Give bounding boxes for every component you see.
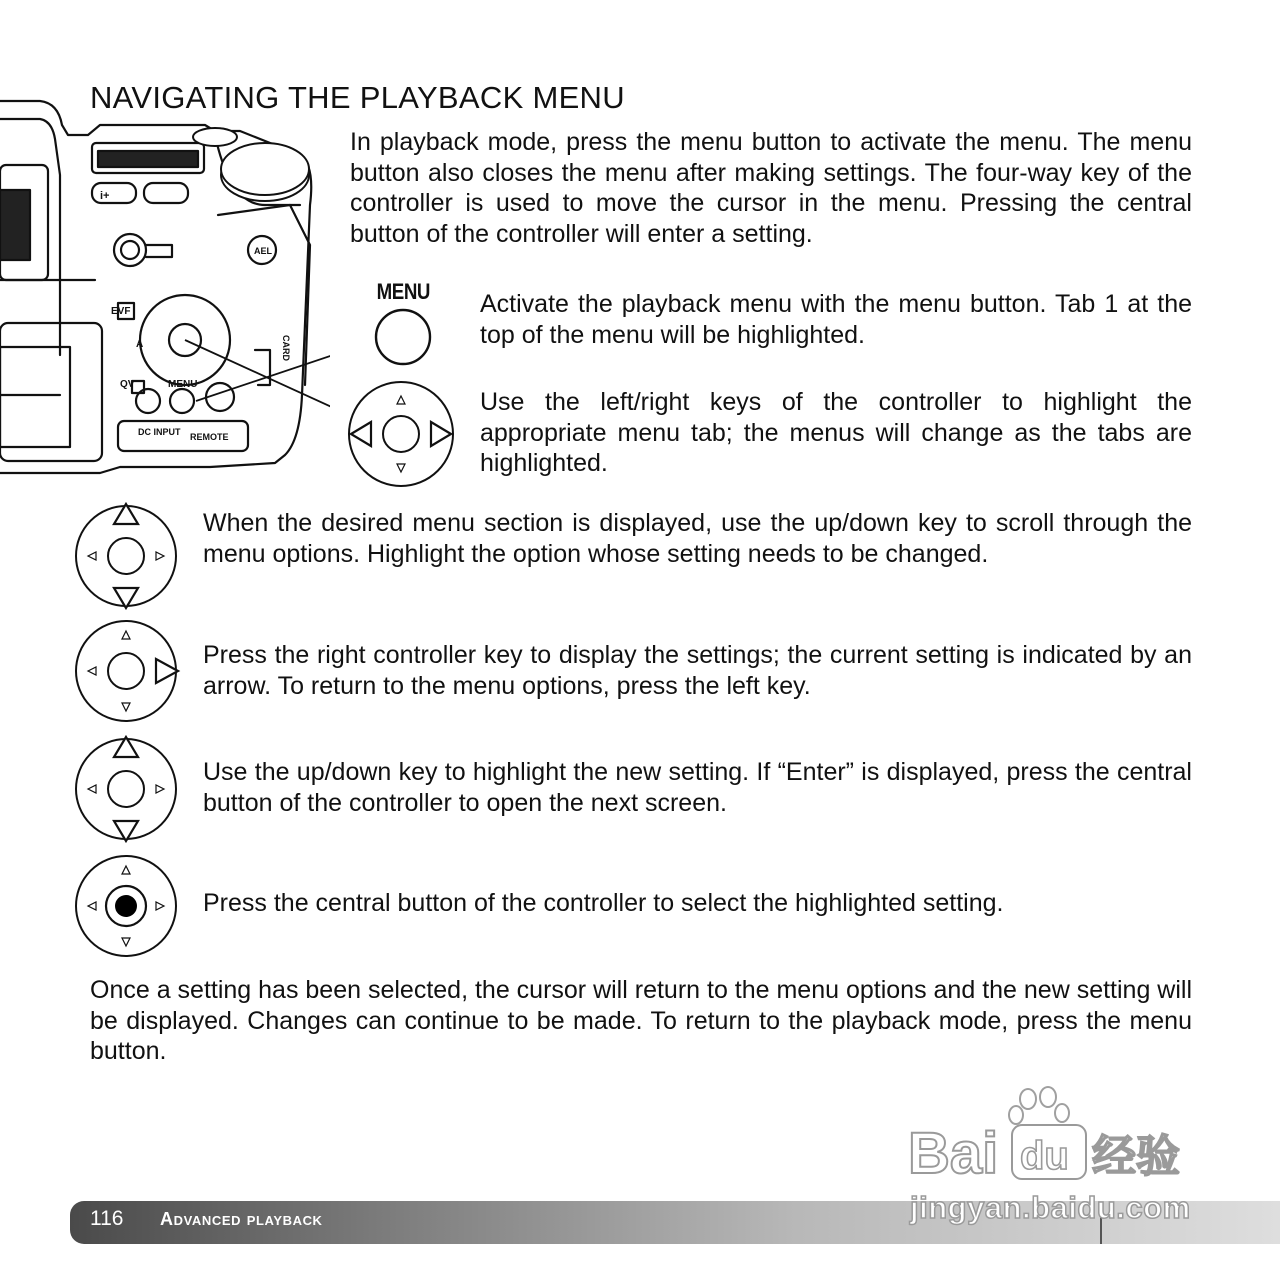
svg-text:DC INPUT: DC INPUT bbox=[138, 427, 181, 437]
step-2-text: Press the right controller key to display the settings; the current setting is indicated by an arrow. To return to the menu options, press the left key. bbox=[203, 641, 1192, 700]
step-4-text: Press the central button of the controller to select the highlighted setting. bbox=[203, 889, 1004, 917]
menu-button-label: MENU bbox=[376, 279, 431, 304]
step-1-text: When the desired menu section is displayed, use the up/down key to scroll through the menu options. Highlight the option whose setting needs to be changed. bbox=[203, 509, 1192, 568]
svg-text:REMOTE: REMOTE bbox=[190, 432, 229, 442]
controller-center-icon bbox=[70, 850, 182, 962]
controller-up-down-icon bbox=[70, 500, 182, 612]
svg-text:AEL: AEL bbox=[254, 246, 272, 256]
section-title: Advanced playback bbox=[160, 1209, 323, 1229]
menu-button-icon bbox=[372, 306, 434, 368]
outro-paragraph: Once a setting has been selected, the cursor will return to the menu options and the new setting will be displayed. Changes can continue to be made. To return to the playback mode, press the menu button. bbox=[90, 976, 1193, 1065]
step-3-text: Use the up/down key to highlight the new setting. If “Enter” is displayed, press the central button of the controller to open the next screen. bbox=[203, 758, 1192, 817]
camera-illustration bbox=[0, 95, 330, 485]
page-number: 116 bbox=[90, 1207, 124, 1230]
svg-text:EVF: EVF bbox=[111, 306, 131, 317]
watermark-url: jingyan.baidu.com bbox=[910, 1190, 1191, 1225]
svg-text:A: A bbox=[136, 339, 144, 350]
controller-right-icon bbox=[70, 615, 182, 727]
svg-text:du: du bbox=[1020, 1134, 1069, 1178]
controller-left-right-icon bbox=[345, 378, 457, 490]
page-title: NAVIGATING THE PLAYBACK MENU bbox=[90, 80, 625, 115]
intro-paragraph: In playback mode, press the menu button to activate the menu. The menu button also closes the menu after making settings. The four-way key of the controller is used to move the cursor in the menu. Pressing the central button of the controller will enter a setting. bbox=[350, 128, 1192, 248]
svg-text:QV: QV bbox=[120, 379, 135, 390]
svg-text:i+: i+ bbox=[100, 190, 110, 202]
svg-text:CARD: CARD bbox=[281, 335, 291, 361]
activate-menu-text: Activate the playback menu with the menu button. Tab 1 at the top of the menu will be highlighted. bbox=[480, 290, 1192, 349]
svg-text:MENU: MENU bbox=[168, 379, 198, 390]
svg-text:Bai: Bai bbox=[908, 1121, 999, 1186]
baidu-jingyan-watermark bbox=[880, 1085, 1210, 1195]
controller-up-down-icon bbox=[70, 733, 182, 845]
svg-text:经验: 经验 bbox=[1092, 1132, 1180, 1181]
left-right-text: Use the left/right keys of the controller to highlight the appropriate menu tab; the menus will change as the tabs are highlighted. bbox=[480, 388, 1192, 477]
